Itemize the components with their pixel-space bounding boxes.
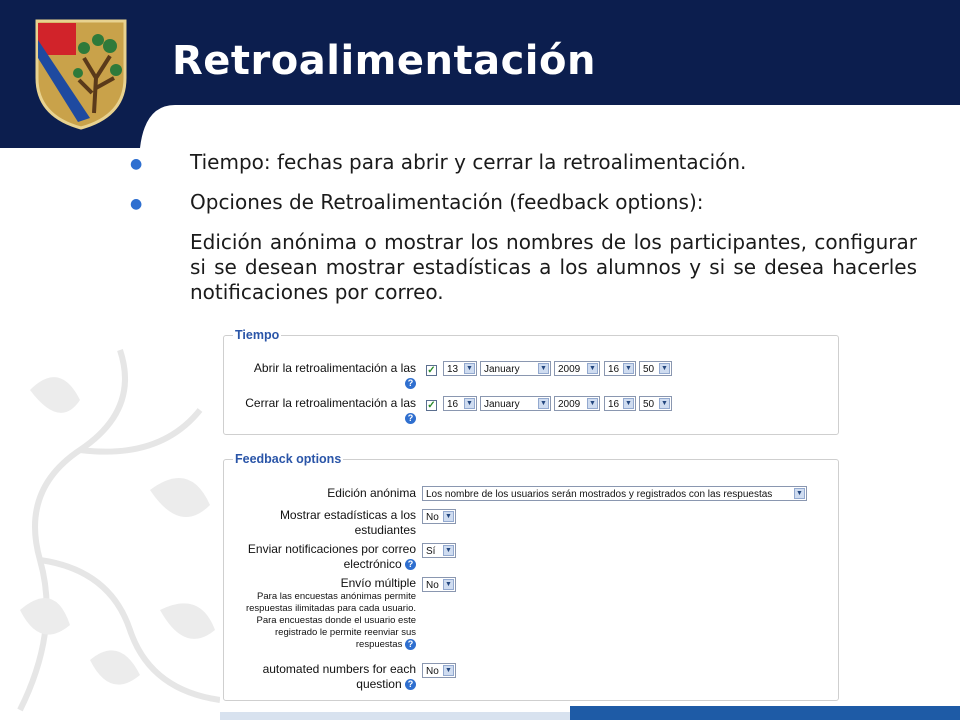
- chevron-down-icon: ▼: [587, 398, 598, 409]
- close-month-value: January: [484, 399, 520, 410]
- open-day-select[interactable]: [443, 361, 477, 376]
- chevron-down-icon: ▼: [538, 363, 549, 374]
- auto-numbers-label-line1: automated numbers for each: [262, 662, 416, 676]
- chevron-down-icon: ▼: [587, 363, 598, 374]
- multi-help-line: Para encuestas donde el usuario este: [256, 615, 416, 626]
- help-icon[interactable]: ?: [405, 639, 416, 650]
- stats-select[interactable]: [422, 509, 456, 524]
- stats-label-line2: estudiantes: [354, 523, 416, 537]
- help-icon[interactable]: ?: [405, 413, 416, 424]
- multi-help-line: respuestas ilimitadas para cada usuario.: [245, 603, 416, 614]
- open-minute-select[interactable]: [639, 361, 672, 376]
- open-year-select[interactable]: [554, 361, 600, 376]
- anon-edition-select[interactable]: [422, 486, 807, 501]
- close-day-value: 16: [447, 399, 459, 410]
- multi-value: No: [426, 580, 439, 591]
- moodle-settings-screenshot: [220, 323, 840, 708]
- footer-blue-bar: [570, 706, 960, 720]
- help-icon[interactable]: ?: [405, 679, 416, 690]
- open-day-value: 13: [447, 364, 459, 375]
- auto-numbers-select[interactable]: [422, 663, 456, 678]
- description-paragraph: Edición anónima o mostrar los nombres de los participantes, configurar si se desean mostrar estadísticas a los alumnos y si se desea hacerles notificaciones por correo.: [190, 230, 917, 304]
- open-year-value: 2009: [558, 364, 581, 375]
- chevron-down-icon: ▼: [659, 398, 670, 409]
- close-hour-select[interactable]: [604, 396, 636, 411]
- close-date-label: [220, 396, 416, 426]
- chevron-down-icon: ▼: [794, 488, 805, 499]
- notif-value: Sí: [426, 546, 436, 557]
- tiempo-legend: Tiempo: [235, 328, 280, 342]
- open-minute-value: 50: [643, 364, 655, 375]
- chevron-down-icon: ▼: [443, 665, 454, 676]
- multi-label-text: Envío múltiple: [340, 576, 416, 590]
- footer-light-bar: [220, 712, 580, 720]
- open-date-label: [220, 361, 416, 391]
- stats-value: No: [426, 512, 439, 523]
- close-year-select[interactable]: [554, 396, 600, 411]
- open-month-value: January: [484, 364, 520, 375]
- chevron-down-icon: ▼: [464, 398, 475, 409]
- chevron-down-icon: ▼: [538, 398, 549, 409]
- chevron-down-icon: ▼: [464, 363, 475, 374]
- chevron-down-icon: ▼: [623, 363, 634, 374]
- open-hour-value: 16: [608, 364, 620, 375]
- auto-numbers-value: No: [426, 666, 439, 677]
- notif-label-line1: Enviar notificaciones por correo: [247, 542, 416, 556]
- multi-help-line: registrado le permite reenviar sus: [275, 627, 416, 638]
- close-date-checkbox[interactable]: ✓: [427, 400, 436, 411]
- close-day-select[interactable]: [443, 396, 477, 411]
- anon-edition-value: Los nombre de los usuarios serán mostrados y registrados con las respuestas: [426, 489, 773, 500]
- bullet-text: Opciones de Retroalimentación (feedback options):: [190, 190, 704, 214]
- open-date-label-text: Abrir la retroalimentación a las: [253, 361, 416, 375]
- open-date-checkbox[interactable]: ✓: [427, 365, 436, 376]
- notif-label-line2: electrónico: [343, 557, 402, 571]
- crest-logo: [34, 18, 128, 130]
- chevron-down-icon: ▼: [659, 363, 670, 374]
- chevron-down-icon: ▼: [443, 511, 454, 522]
- open-hour-select[interactable]: [604, 361, 636, 376]
- close-minute-value: 50: [643, 399, 655, 410]
- bullet-dot: ●: [130, 196, 143, 212]
- auto-numbers-label-line2: question: [356, 677, 402, 691]
- multi-help-line: Para las encuestas anónimas permite: [257, 591, 416, 602]
- feedback-options-legend: Feedback options: [235, 452, 342, 466]
- close-hour-value: 16: [608, 399, 620, 410]
- anon-label: Edición anónima: [327, 486, 416, 500]
- open-month-select[interactable]: [480, 361, 551, 376]
- chevron-down-icon: ▼: [623, 398, 634, 409]
- close-date-label-text: Cerrar la retroalimentación a las: [245, 396, 416, 410]
- multi-help-text: [220, 591, 416, 651]
- help-icon[interactable]: ?: [405, 559, 416, 570]
- stats-label: [220, 508, 416, 538]
- multi-help-line: respuestas: [355, 639, 403, 651]
- bullet-dot: ●: [130, 156, 143, 172]
- page-title: Retroalimentación: [172, 38, 596, 84]
- close-minute-select[interactable]: [639, 396, 672, 411]
- close-year-value: 2009: [558, 399, 581, 410]
- stats-label-line1: Mostrar estadísticas a los: [279, 508, 416, 522]
- multi-label: [220, 576, 416, 651]
- help-icon[interactable]: ?: [405, 378, 416, 389]
- bullet-text: Tiempo: fechas para abrir y cerrar la retroalimentación.: [190, 150, 747, 174]
- notif-label: [220, 542, 416, 572]
- chevron-down-icon: ▼: [443, 545, 454, 556]
- close-month-select[interactable]: [480, 396, 551, 411]
- multi-select[interactable]: [422, 577, 456, 592]
- auto-numbers-label: [220, 662, 416, 692]
- notif-select[interactable]: [422, 543, 456, 558]
- chevron-down-icon: ▼: [443, 579, 454, 590]
